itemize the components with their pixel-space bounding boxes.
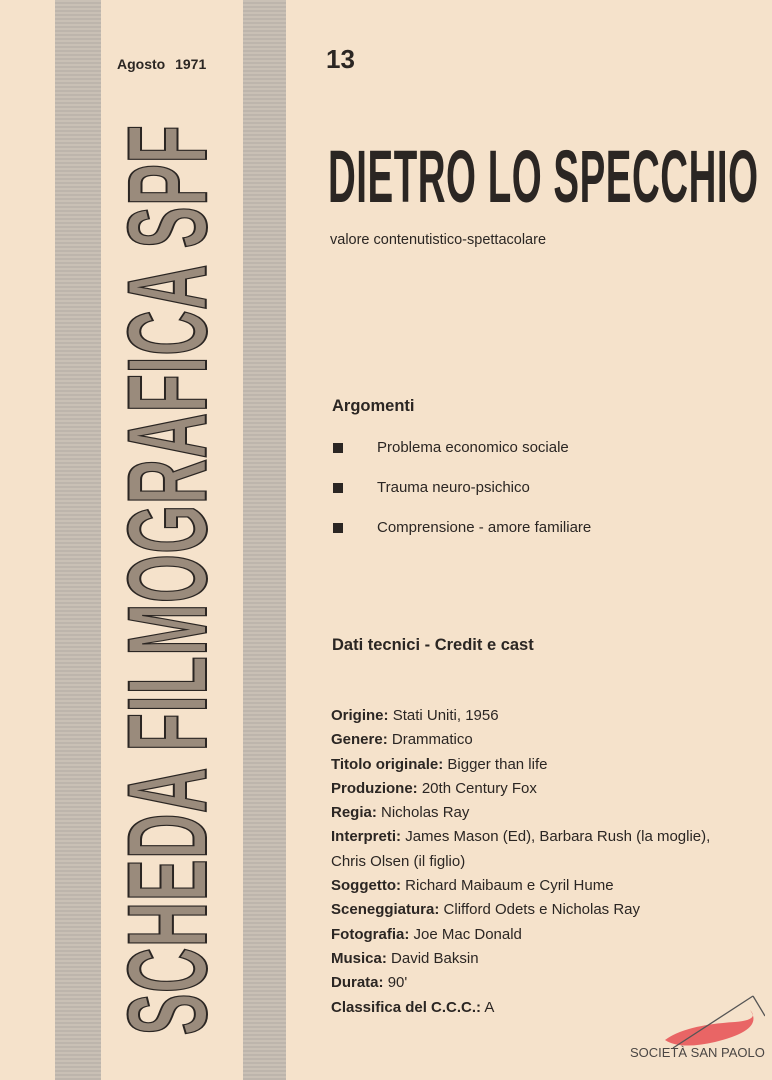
square-bullet-icon — [333, 443, 343, 453]
decorative-stripe-left — [55, 0, 101, 1080]
credits-list — [331, 704, 711, 1020]
argomento-text: Problema economico sociale — [377, 439, 569, 456]
credit-value: David Baksin — [391, 949, 479, 967]
credit-label: Titolo originale: — [331, 755, 444, 773]
credit-row — [331, 825, 711, 874]
credit-row — [331, 728, 711, 752]
film-title: DIETRO LO SPECCHIO — [328, 135, 759, 218]
argomento-item — [333, 479, 530, 496]
credit-value: Stati Uniti, 1956 — [392, 707, 499, 724]
square-bullet-icon — [333, 523, 343, 533]
decorative-stripe-right — [243, 0, 286, 1080]
argomento-item — [333, 519, 591, 536]
credit-value: James Mason (Ed), Barbara Rush (la moglie), Chris Olsen (il figlio) — [331, 828, 711, 870]
credit-label: Interpreti: — [331, 828, 402, 846]
credit-label: Soggetto: — [331, 877, 401, 895]
san-paolo-logo-icon — [625, 990, 765, 1050]
publisher-name: SOCIETÀ SAN PAOLO — [630, 1045, 765, 1060]
credit-value: Drammatico — [391, 731, 473, 749]
credit-row — [331, 704, 711, 728]
credit-value: 90' — [387, 974, 408, 992]
argomento-text: Trauma neuro-psichico — [377, 479, 530, 496]
issue-number: 13 — [326, 44, 355, 74]
issue-date: Agosto 1971 — [117, 56, 207, 72]
argomento-text: Comprensione - amore familiare — [377, 519, 592, 536]
credit-label: Sceneggiatura: — [331, 901, 440, 919]
credit-label: Regia: — [331, 804, 377, 822]
square-bullet-icon — [333, 483, 343, 493]
film-subtitle: valore contenutistico-spettacolare — [330, 232, 547, 248]
credit-label: Genere: — [331, 731, 388, 749]
credit-label: Classifica del C.C.C.: — [331, 998, 482, 1016]
vertical-series-title: SCHEDA FILMOGRAFICA SPF — [105, 124, 230, 1036]
credit-value: A — [484, 998, 495, 1016]
publisher-logo — [625, 990, 765, 1070]
credit-row — [331, 753, 711, 777]
credit-label: Produzione: — [331, 779, 418, 797]
credit-row — [331, 898, 711, 922]
credit-value: Joe Mac Donald — [413, 925, 522, 943]
credit-label: Origine: — [331, 707, 389, 724]
credit-row — [331, 923, 711, 947]
credit-label: Musica: — [331, 949, 387, 967]
credit-value: Richard Maibaum e Cyril Hume — [405, 877, 614, 895]
credit-label: Durata: — [331, 974, 384, 992]
credit-row — [331, 777, 711, 801]
credit-row — [331, 947, 711, 971]
argomenti-heading: Argomenti — [332, 397, 415, 415]
credit-value: Nicholas Ray — [381, 804, 470, 822]
credit-value: 20th Century Fox — [421, 779, 537, 797]
credit-row — [331, 874, 711, 898]
credit-label: Fotografia: — [331, 925, 410, 943]
credit-value: Bigger than life — [447, 755, 548, 773]
argomento-item — [333, 439, 569, 456]
credits-heading: Dati tecnici - Credit e cast — [332, 636, 534, 654]
credit-row — [331, 801, 711, 825]
credit-value: Clifford Odets e Nicholas Ray — [443, 901, 641, 919]
